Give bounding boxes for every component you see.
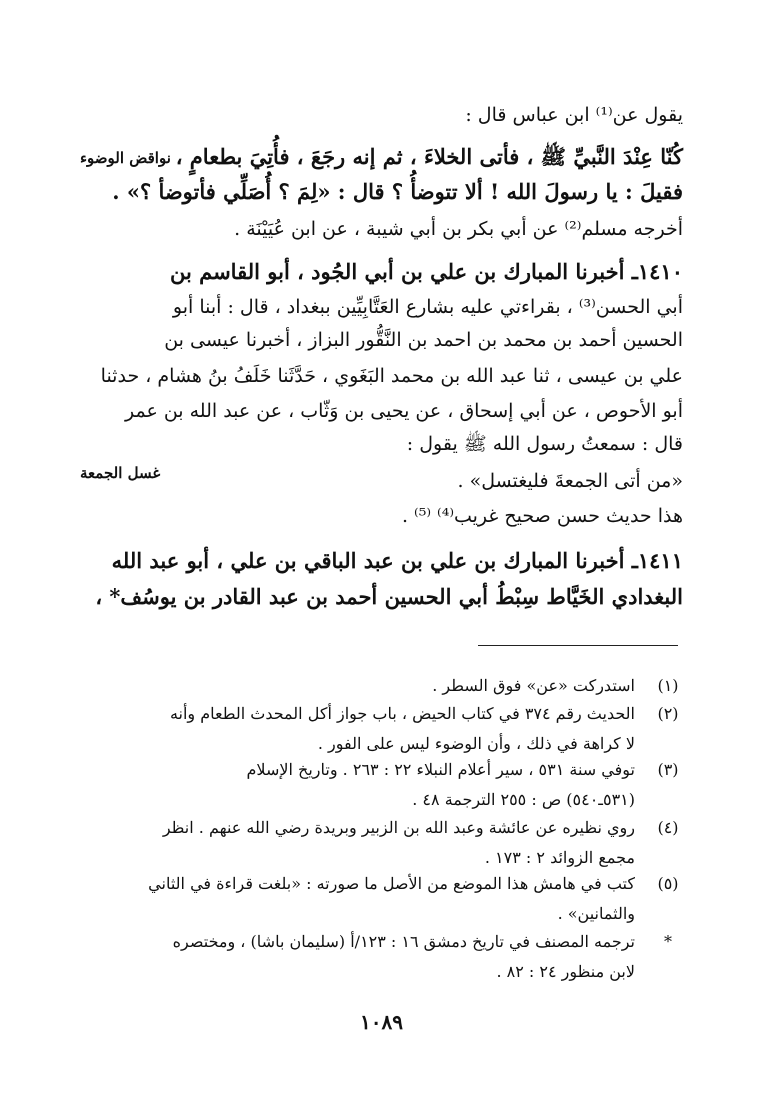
body-line-5: ١٤١٠ـ أخبرنا المبارك بن علي بن أبي الجُود ، أبو القاسم بن: [169, 259, 683, 284]
body-line-12: هذا حديث حسن صحيح غريب⁽⁴⁾ ⁽⁵⁾ .: [401, 505, 683, 527]
footnote-number: (٥): [657, 874, 679, 893]
footnote-divider: [478, 645, 678, 646]
footnote-text: والثمانين» .: [557, 904, 635, 923]
footnote-text: كتب في هامش هذا الموضع من الأصل ما صورته : «بلغت قراءة في الثاني: [148, 874, 635, 893]
body-line-9: أبو الأحوص ، عن أبي إسحاق ، عن يحيى بن وَثّاب ، عن عبد الله بن عمر: [124, 400, 683, 422]
footnote-text: توفي سنة ٥٣١ ، سير أعلام النبلاء ٢٢ : ٢٦٣ . وتاريخ الإسلام: [246, 760, 635, 779]
body-line-7: الحسين أحمد بن محمد بن احمد بن النَّقُّور البزاز ، أخبرنا عيسى بن: [164, 329, 683, 351]
body-line-11: «من أتى الجمعةَ فليغتسل» .: [457, 470, 683, 492]
footnote-number: (١): [657, 676, 679, 695]
footnote-text: استدركت «عن» فوق السطر .: [432, 676, 635, 695]
body-line-10: قال : سمعتُ رسول الله ﷺ يقول :: [406, 433, 683, 455]
body-line-1: يقول عن⁽¹⁾ ابن عباس قال :: [465, 104, 683, 126]
footnote-text: مجمع الزوائد ٢ : ١٧٣ .: [484, 848, 635, 867]
footnote-number: *: [664, 932, 672, 951]
footnote-text: روي نظيره عن عائشة وعبد الله بن الزبير وبريدة رضي الله عنهم . انظر: [162, 818, 635, 837]
body-line-3: فقيلَ : يا رسولَ الله ! ألا تتوضأُ ؟ قال : «لِمَ ؟ أُصَلِّي فأتوضأ ؟» .: [112, 179, 683, 204]
footnote-text: لابن منظور ٢٤ : ٨٢ .: [496, 962, 635, 981]
footnote-text: الحديث رقم ٣٧٤ في كتاب الحيض ، باب جواز أكل المحدث الطعام وأنه: [169, 704, 635, 723]
body-line-6: أبي الحسن⁽³⁾ ، بقراءتي عليه بشارع العَتَّابِيِّين ببغداد ، قال : أبنا أبو: [172, 296, 683, 318]
footnote-text: لا كراهة في ذلك ، وأن الوضوء ليس على الفور .: [317, 734, 635, 753]
margin-note-wudu: نواقض الوضوء: [80, 149, 171, 167]
footnote-text: ترجمه المصنف في تاريخ دمشق ١٦ : ١٢٣/أ (سليمان باشا) ، ومختصره: [172, 932, 635, 951]
body-line-13: ١٤١١ـ أخبرنا المبارك بن علي بن عبد الباقي بن علي ، أبو عبد الله: [111, 548, 683, 573]
footnote-number: (٤): [657, 818, 679, 837]
margin-note-jumua: غسل الجمعة: [80, 464, 161, 482]
page-number: ١٠٨٩: [360, 1010, 403, 1034]
body-line-4: أخرجه مسلم⁽²⁾ عن أبي بكر بن أبي شيبة ، عن ابن عُيَيْنَة .: [234, 218, 683, 240]
body-line-2: كُنّا عِنْدَ النَّبيِّ ﷺ ، فأتى الخلاءَ ، ثم إنه رجَعَ ، فأُتِيَ بطعامٍ ،: [175, 144, 683, 169]
body-line-8: علي بن عيسى ، ثنا عبد الله بن محمد البَغَوي ، حَدَّثَنا خَلَفُ بنُ هشام ، حدثنا: [100, 365, 683, 387]
footnote-text: (٥٣١ـ٥٤٠) ص : ٢٥٥ الترجمة ٤٨ .: [412, 790, 635, 809]
body-line-14: البغدادي الخَيَّاط سِبْطُ أبي الحسين أحمد بن عبد القادر بن يوسُف* ،: [95, 584, 683, 609]
footnote-number: (٣): [657, 760, 679, 779]
footnote-number: (٢): [657, 704, 679, 723]
